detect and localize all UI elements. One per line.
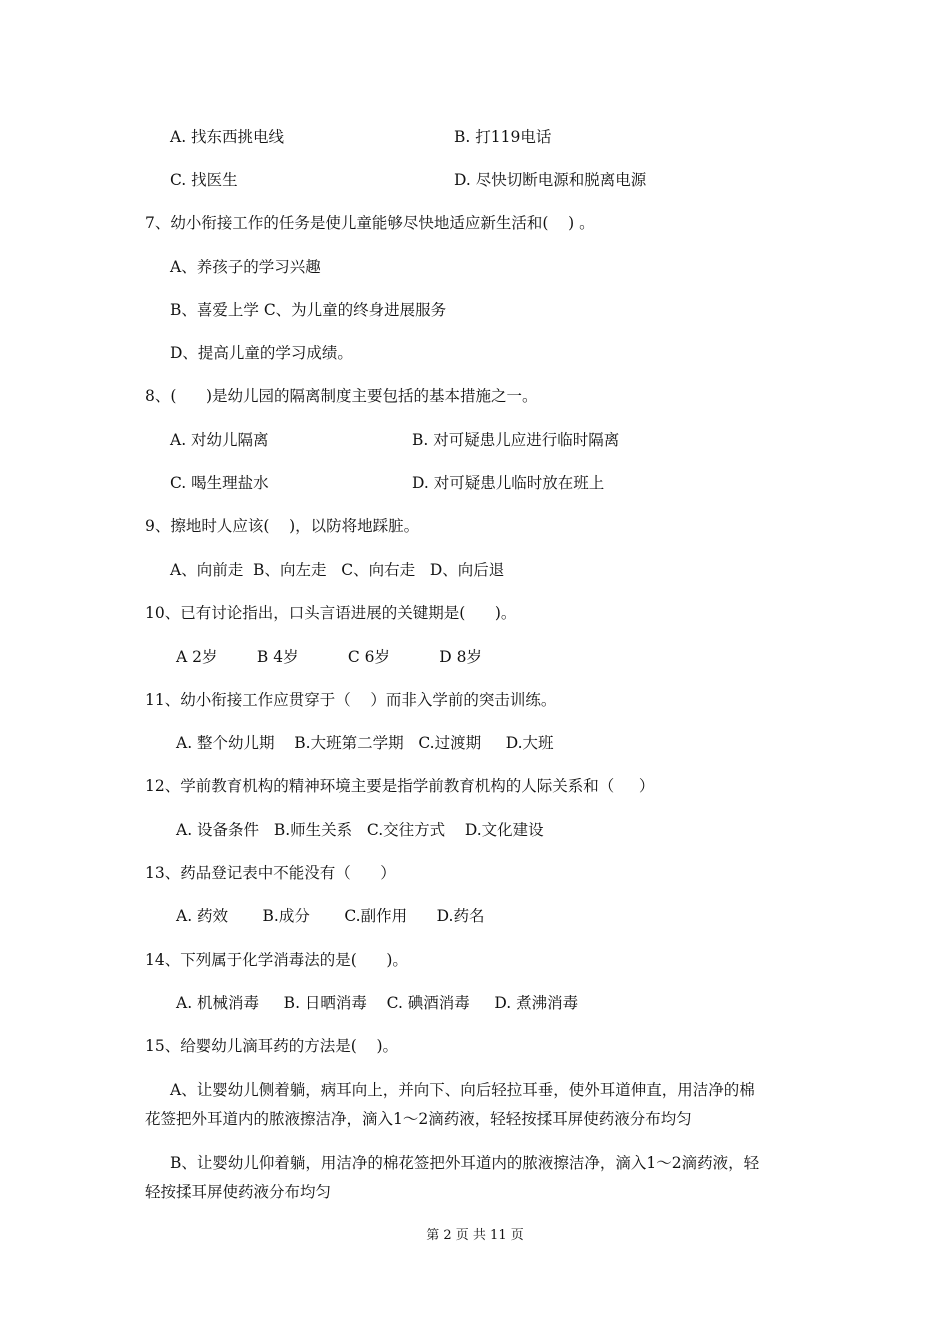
q6-option-a: A. 找东西挑电线 <box>170 128 285 146</box>
q15-option-b-line2: 轻按揉耳屏使药液分布均匀 <box>145 1183 332 1201</box>
q7-option-d: D、提高儿童的学习成绩。 <box>170 344 353 362</box>
q11-stem: 11、幼小衔接工作应贯穿于（ ）而非入学前的突击训练。 <box>145 691 557 709</box>
q15-option-a-line1: A、让婴幼儿侧着躺，病耳向上，并向下、向后轻拉耳垂，使外耳道伸直，用洁净的棉 <box>170 1081 755 1099</box>
q15-option-b-line1: B、让婴幼儿仰着躺，用洁净的棉花签把外耳道内的脓液擦洁净，滴入1～2滴药液，轻 <box>170 1154 760 1172</box>
q8-option-c: C. 喝生理盐水 <box>170 474 269 492</box>
q14-stem: 14、下列属于化学消毒法的是( )。 <box>145 951 408 969</box>
q14-options: A. 机械消毒 B. 日晒消毒 C. 碘酒消毒 D. 煮沸消毒 <box>176 994 579 1012</box>
q15-option-a-line2: 花签把外耳道内的脓液擦洁净，滴入1～2滴药液，轻轻按揉耳屏使药液分布均匀 <box>145 1110 692 1128</box>
q13-options: A. 药效 B.成分 C.副作用 D.药名 <box>176 907 485 925</box>
q7-option-bc: B、喜爱上学 C、为儿童的终身进展服务 <box>170 301 447 319</box>
q9-stem: 9、擦地时人应该( )，以防将地踩脏。 <box>145 517 420 535</box>
q11-options: A. 整个幼儿期 B.大班第二学期 C.过渡期 D.大班 <box>176 734 554 752</box>
q12-options: A. 设备条件 B.师生关系 C.交往方式 D.文化建设 <box>176 821 544 839</box>
page-footer: 第 2 页 共 11 页 <box>426 1228 524 1243</box>
q8-option-d: D. 对可疑患儿临时放在班上 <box>412 474 605 492</box>
q7-option-a: A、养孩子的学习兴趣 <box>170 258 321 276</box>
q7-stem: 7、幼小衔接工作的任务是使儿童能够尽快地适应新生活和( ) 。 <box>145 214 595 232</box>
q10-stem: 10、已有讨论指出，口头言语进展的关键期是( )。 <box>145 604 517 622</box>
q15-stem: 15、给婴幼儿滴耳药的方法是( )。 <box>145 1037 399 1055</box>
q6-option-c: C. 找医生 <box>170 171 238 189</box>
q6-option-b: B. 打119电话 <box>454 128 552 146</box>
q12-stem: 12、学前教育机构的精神环境主要是指学前教育机构的人际关系和（ ） <box>145 777 655 795</box>
q9-options: A、向前走 B、向左走 C、向右走 D、向后退 <box>170 561 505 579</box>
q10-options: A 2岁 B 4岁 C 6岁 D 8岁 <box>176 648 482 666</box>
q8-option-b: B. 对可疑患儿应进行临时隔离 <box>412 431 620 449</box>
q8-option-a: A. 对幼儿隔离 <box>170 431 269 449</box>
q8-stem: 8、( )是幼儿园的隔离制度主要包括的基本措施之一。 <box>145 387 538 405</box>
q6-option-d: D. 尽快切断电源和脱离电源 <box>454 171 647 189</box>
q13-stem: 13、药品登记表中不能没有（ ） <box>145 864 396 882</box>
